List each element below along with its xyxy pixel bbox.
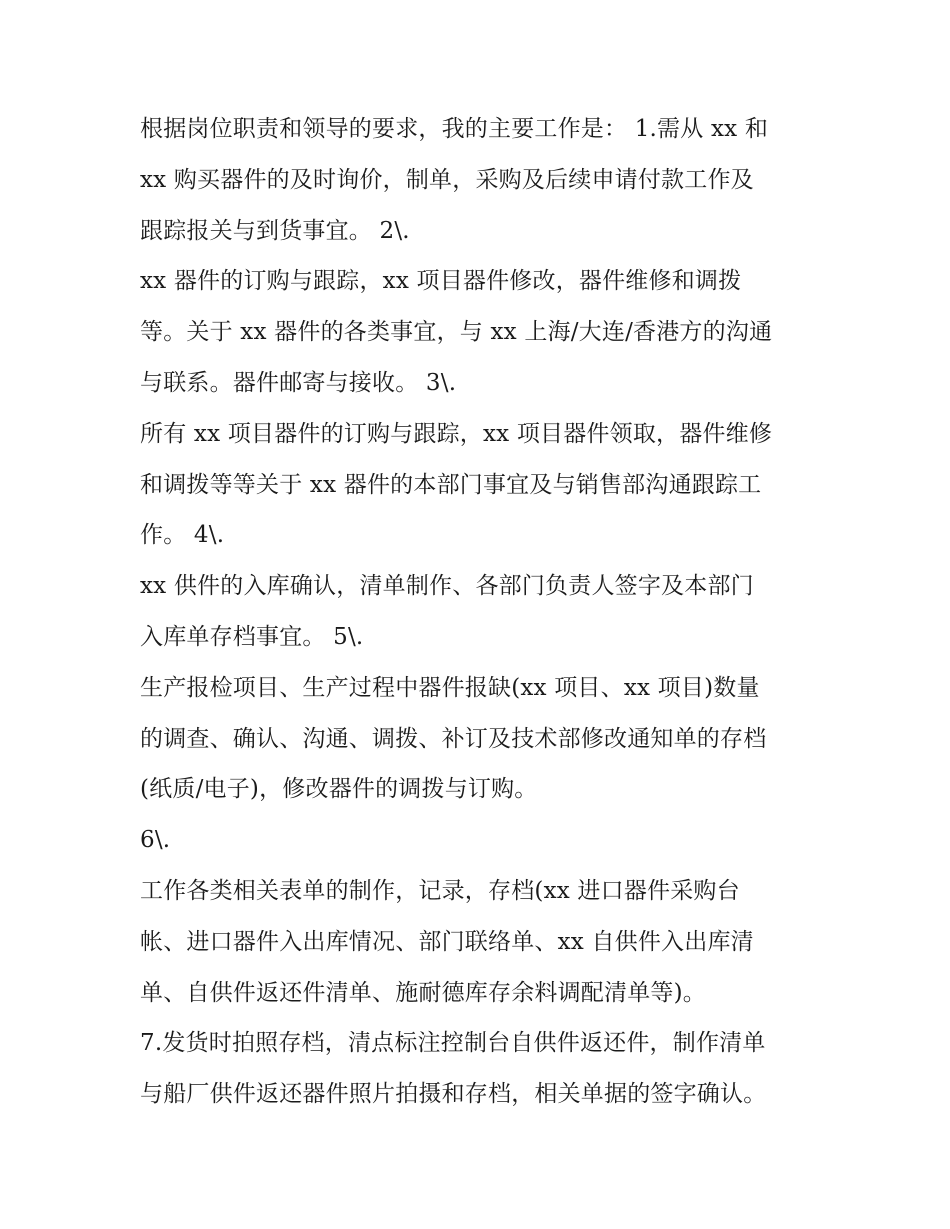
text-line: 6\. <box>140 827 171 854</box>
text-line: 和调拨等等关于 xx 器件的本部门事宜及与销售部沟通跟踪工 <box>140 471 762 498</box>
text-line: 跟踪报关与到货事宜。 2\. <box>140 217 410 244</box>
text-line: 等。关于 xx 器件的各类事宜，与 xx 上海/大连/香港方的沟通 <box>140 319 773 346</box>
text-line: 所有 xx 项目器件的订购与跟踪，xx 项目器件领取，器件维修 <box>140 420 773 447</box>
text-line: (纸质/电子)，修改器件的调拨与订购。 <box>140 776 538 803</box>
text-line: 生产报检项目、生产过程中器件报缺(xx 项目、xx 项目)数量 <box>140 674 760 701</box>
text-line: 的调查、确认、沟通、调拨、补订及技术部修改通知单的存档 <box>140 725 767 752</box>
text-line: 7.发货时拍照存档，清点标注控制台自供件返还件，制作清单 <box>140 1030 766 1057</box>
text-line: 作。 4\. <box>140 522 225 549</box>
text-line: xx 购买器件的及时询价，制单，采购及后续申请付款工作及 <box>140 166 754 193</box>
text-line: 根据岗位职责和领导的要求，我的主要工作是： 1.需从 xx 和 <box>140 116 769 142</box>
text-line: xx 器件的订购与跟踪，xx 项目器件修改，器件维修和调拨 <box>140 268 742 295</box>
text-line: 帐、进口器件入出库情况、部门联络单、xx 自供件入出库清 <box>140 928 754 955</box>
document-body <box>140 104 830 1120</box>
text-line: 单、自供件返还件清单、施耐德库存余料调配清单等)。 <box>140 979 706 1006</box>
text-line: 与联系。器件邮寄与接收。 3\. <box>140 369 457 396</box>
text-line: 与船厂供件返还器件照片拍摄和存档，相关单据的签字确认。 <box>140 1081 767 1108</box>
text-line: 工作各类相关表单的制作，记录，存档(xx 进口器件采购台 <box>140 877 740 904</box>
text-line: 入库单存档事宜。 5\. <box>140 623 364 650</box>
text-line: xx 供件的入库确认，清单制作、各部门负责人签字及本部门 <box>140 573 754 600</box>
